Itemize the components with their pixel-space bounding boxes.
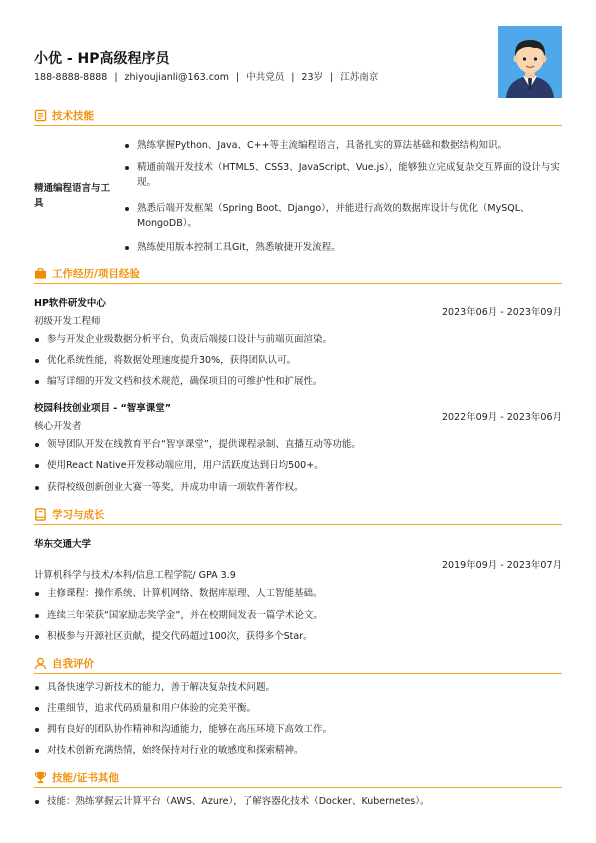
section-certificates [34,768,562,788]
list-item: 领导团队开发在线教育平台“智享课堂”，提供课程录制、直播互动等功能。 [34,438,562,452]
list-item: 参与开发企业级数据分析平台，负责后端接口设计与前端页面渲染。 [34,333,562,347]
contact-line: 188-8888-8888 | zhiyoujianli@163.com | 中共党员 | 23岁 | 江苏南京 [34,72,379,83]
date-range: 2023年06月 - 2023年09月 [442,307,562,318]
notepad-icon [34,109,47,122]
job-role: 核心开发者 [34,421,82,432]
list-item: 对技术创新充满热情，始终保持对行业的敏感度和探索精神。 [34,744,562,758]
resume-header [34,0,562,98]
list-item: 积极参与开源社区贡献，提交代码超过100次，获得多个Star。 [34,630,562,644]
section-title: 技能/证书其他 [52,772,119,784]
list-item: 熟悉后端开发框架（Spring Boot、Django），并能进行高效的数据库设计与优化（MySQL、MongoDB）。 [124,201,564,231]
list-item: 编写详细的开发文档和技术规范，确保项目的可维护性和扩展性。 [34,375,562,389]
org-name: 校园科技创业项目 - “智享课堂” [34,403,172,414]
list-item: 优化系统性能，将数据处理速度提升30%，获得团队认可。 [34,354,562,368]
briefcase-icon [34,267,47,280]
section-title: 工作经历/项目经验 [52,268,140,280]
list-item: 精通前端开发技术（HTML5、CSS3、JavaScript、Vue.js），能够独立完成复杂交互界面的设计与实现。 [124,160,564,190]
section-skills [34,106,562,126]
date-range: 2019年09月 - 2023年07月 [442,560,562,571]
list-item: 熟练掌握Python、Java、C++等主流编程语言，具备扎实的算法基础和数据结构知识。 [124,138,564,153]
email: zhiyoujianli@163.com [124,72,229,83]
location: 江苏南京 [340,72,379,83]
job-role: 初级开发工程师 [34,316,101,327]
date-range: 2022年09月 - 2023年06月 [442,412,562,423]
org-name: HP软件研发中心 [34,298,106,309]
major-line: 计算机科学与技术/本科/信息工程学院/ GPA 3.9 [34,570,236,581]
list-item: 主修课程：操作系统、计算机网络、数据库原理、人工智能基础。 [34,587,562,601]
trophy-icon [34,771,47,784]
candidate-name: 小优 - HP高级程序员 [34,51,170,67]
avatar-illustration [498,26,562,98]
age: 23岁 [301,72,324,83]
list-item: 熟练使用版本控制工具Git，熟悉敏捷开发流程。 [124,240,564,255]
skill-category-label: 精通编程语言与工具 [34,183,111,209]
list-item: 连续三年荣获“国家励志奖学金”，并在校期间发表一篇学术论文。 [34,609,562,623]
list-item: 使用React Native开发移动端应用，用户活跃度达到日均500+。 [34,459,562,473]
section-title: 学习与成长 [52,509,105,521]
list-item: 拥有良好的团队协作精神和沟通能力，能够在高压环境下高效工作。 [34,723,562,737]
phone: 188-8888-8888 [34,72,108,83]
section-self-evaluation [34,654,562,674]
list-item: 具备快速学习新技术的能力，善于解决复杂技术问题。 [34,681,562,695]
section-title: 自我评价 [52,658,94,670]
list-item: 获得校级创新创业大赛一等奖，并成功申请一项软件著作权。 [34,481,562,495]
section-education [34,505,562,525]
section-work [34,264,562,284]
school-name: 华东交通大学 [34,539,92,550]
list-item: 技能：熟练掌握云计算平台（AWS、Azure），了解容器化技术（Docker、Kubernetes）。 [34,795,562,809]
political-status: 中共党员 [246,72,285,83]
avatar [498,26,562,98]
book-icon [34,508,47,521]
section-title: 技术技能 [52,110,94,122]
person-icon [34,657,47,670]
list-item: 注重细节，追求代码质量和用户体验的完美平衡。 [34,702,562,716]
